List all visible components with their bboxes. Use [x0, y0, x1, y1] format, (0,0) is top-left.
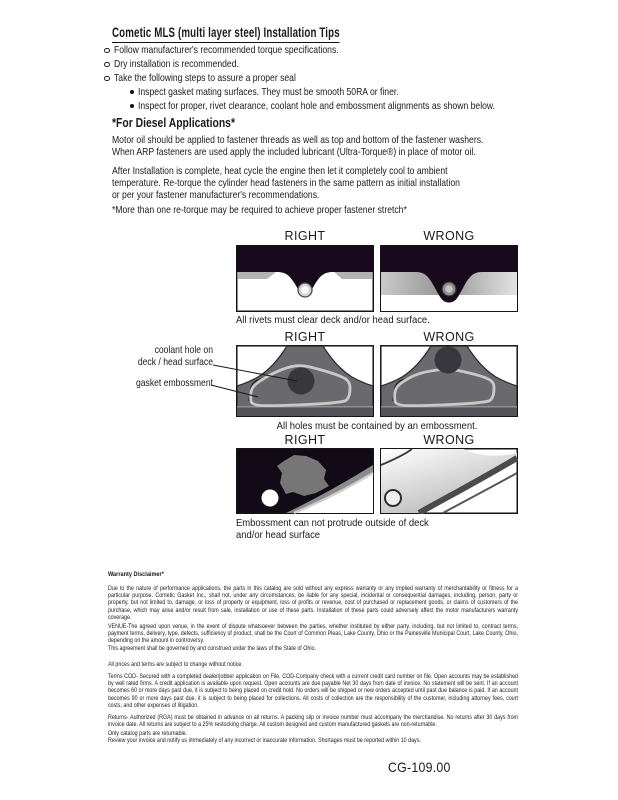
warranty-prices-paragraph: All prices and terms are subject to change without notice. [108, 661, 243, 668]
protrusion-wrong-diagram [380, 448, 518, 514]
list-item [104, 71, 573, 85]
diesel-heading: *For Diesel Applications* [112, 116, 235, 130]
warranty-catalog-paragraph: Only catalog parts are returnable. Review your invoice and notify us immediately of any incorrect or inaccurate information. Shortages must be reported within 10 days. [108, 730, 421, 745]
retorque-note: *More than one re-torque may be required to achieve proper fastener stretch* [112, 204, 407, 216]
list-item-text: Inspect for proper, rivet clearance, coolant hole and embossment alignments as shown below. [138, 100, 496, 112]
right-header: RIGHT [284, 330, 326, 344]
list-item [130, 85, 573, 99]
protrusion-right-diagram [236, 448, 374, 514]
open-bullet-icon [104, 48, 110, 54]
page-title-wrap [112, 24, 428, 43]
leader-lines [205, 355, 305, 405]
paragraph-line: Motor oil should be applied to fastener threads as well as top and bottom of the fastener washers. [112, 134, 484, 146]
tips-list [104, 43, 573, 113]
right-header: RIGHT [284, 229, 326, 243]
list-item [130, 99, 573, 113]
warranty-terms-paragraph: Terms COD- Secured with a completed dealer/jobber application on File, COD-Company check with a current credit card number on file. Open accounts may be established by well rated firms. A credit application is available upon request. Open accounts are due payable Net 30 days from date of invoice. No statement will be sent. If an account becomes 60 or more days past due, it is subject to being placed on credit hold. No orders will be shipped or new orders accepted until past due balance is paid. If an account becomes 90 or more days past due, it is subject to being placed for collections. All costs of collection are the responsibility of the customer, including attorney fees, court costs, and other expenses of litigation. [108, 673, 518, 709]
open-bullet-icon [104, 62, 110, 68]
warranty-returns-paragraph: Returns- Authorized (RGA) must be obtained in advance on all returns. A packing slip or invoice number must accompany the merchandise. No returns after 30 days from invoice date. All returns are subject to a 25% restocking charge. All custom designed and custom manufactured gaskets are non-returnable. [108, 714, 518, 729]
wrong-header: WRONG [423, 433, 475, 447]
row3-caption: Embossment can not protrude outside of deck and/or head surface [236, 517, 429, 541]
list-item-text: Take the following steps to assure a proper seal [113, 72, 296, 84]
paragraph-line: temperature. Re-torque the cylinder head fasteners in the same pattern as initial installation [112, 177, 460, 189]
coolant-hole-label: coolant hole on deck / head surface [137, 344, 213, 368]
doc-number: CG-109.00 [388, 759, 451, 775]
list-item [104, 43, 573, 57]
rivet-clearance-wrong-diagram [380, 245, 518, 312]
filled-bullet-icon [130, 104, 134, 108]
wrong-header: WRONG [423, 229, 475, 243]
filled-bullet-icon [130, 90, 134, 94]
list-item-text: Dry installation is recommended. [113, 58, 239, 70]
list-item-text: Follow manufacturer's recommended torque specifications. [113, 44, 339, 56]
right-header: RIGHT [284, 433, 326, 447]
warranty-liability-paragraph: Due to the nature of performance applications, the parts in this catalog are sold without any express warranty or any implied warranty of merchantability or fitness for a particular purpose. Cometic Gasket Inc., shall not, under any circumstances, be liable for any special, incidental or consequential damages, including, person, party or property, but not limited to, damage, or loss of property or equipment, loss of profits or revenue, cost of purchased or replacement goods, or claims of customers of the purchase, which may arise and/or result from sale, installation or use of these parts. Installation of these parts could adversely affect the motor manufacturers warranty coverage. [108, 585, 518, 621]
warranty-venue-paragraph: VENUE-The agreed upon venue, in the event of dispute whatsoever between the parties, whether instituted by either party, including, but not limited to, contract terms, payment terms, delivery, type, defects, sufficiency of product, shall be the Court of Common Pleas, Lake County, Ohio or the Painesville Municipal Court, Lake County, Ohio, depending on the amount in controversy. This agreement shall be governed by and construed under the laws of the State of Ohio. [108, 623, 518, 652]
diesel-paragraph-1 [112, 134, 565, 158]
rivet-clearance-right-diagram [236, 245, 374, 312]
page-title: Cometic MLS (multi layer steel) Installation Tips [112, 25, 340, 43]
embossment-wrong-diagram [380, 345, 518, 417]
gasket-embossment-label: gasket embossment [135, 377, 213, 389]
row1-caption: All rivets must clear deck and/or head surface. [236, 314, 430, 326]
list-item [104, 57, 573, 71]
paragraph-line: When ARP fasteners are used apply the included lubricant (Ultra-Torque®) in place of motor oil. [112, 146, 476, 158]
paragraph-line: After Installation is complete, heat cycle the engine then let it completely cool to ambient [112, 165, 448, 177]
coolant-hole [435, 347, 462, 374]
wrong-header: WRONG [423, 330, 475, 344]
bolt-hole [385, 490, 401, 506]
diesel-paragraph-2 [112, 165, 536, 201]
bolt-hole [262, 490, 279, 507]
list-item-text: Inspect gasket mating surfaces. They must be smooth 50RA or finer. [138, 86, 399, 98]
open-bullet-icon [104, 76, 110, 82]
warranty-heading: Warranty Disclaimer* [108, 571, 164, 578]
paragraph-line: or per your fastener manufacturer's recommendations. [112, 189, 320, 201]
row2-caption: All holes must be contained by an embossment. [276, 420, 478, 432]
